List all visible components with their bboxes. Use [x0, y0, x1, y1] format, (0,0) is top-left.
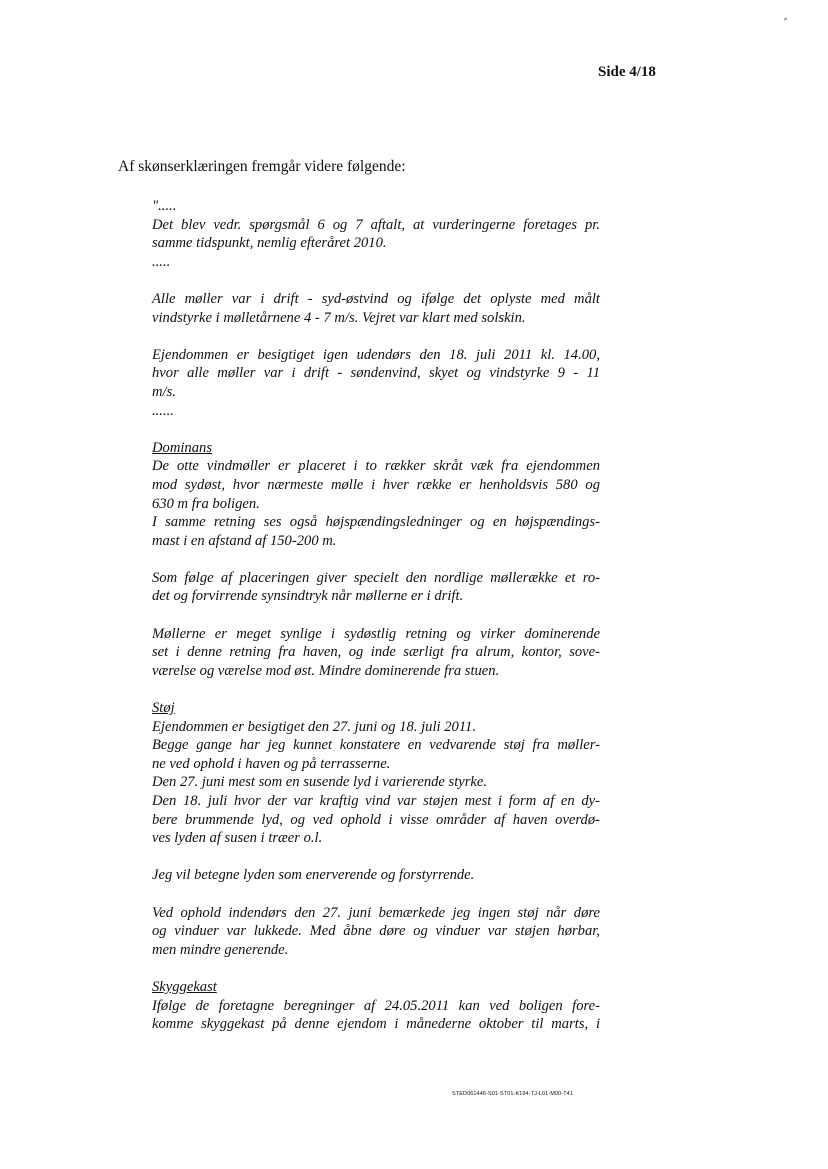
text-line: mod sydøst, hvor nærmeste mølle i hver række er henholdsvis 580 og — [152, 476, 600, 493]
ellipsis: ...... — [152, 402, 174, 419]
text-line: bere brummende lyd, og ved ophold i visse områder af haven overdø- — [152, 811, 600, 828]
paragraph-conditions — [152, 290, 600, 327]
paragraph-dominans-3 — [152, 569, 600, 606]
text-line: m/s. — [152, 383, 176, 400]
text-line: men mindre generende. — [152, 941, 289, 958]
text-line: ves lyden af susen i træer o.l. — [152, 830, 323, 847]
text-line: og vinduer var lukkede. Med åbne døre og vinduer var støjen hørbar, — [152, 923, 600, 940]
text-line: Alle møller var i drift - syd-østvind og ifølge det oplyste med målt — [152, 290, 600, 307]
text-line: det og forvirrende synsindtryk når møllerne er i drift. — [152, 588, 464, 605]
text-line: Møllerne er meget synlige i sydøstlig retning og virker dominerende — [152, 625, 600, 642]
text-line: værelse og værelse mod øst. Mindre dominerende fra stuen. — [152, 662, 500, 679]
text-line: samme tidspunkt, nemlig efteråret 2010. — [152, 235, 387, 252]
paragraph-second-inspection — [152, 346, 600, 402]
text-line: Ejendommen er besigtiget igen udendørs den 18. juli 2011 kl. 14.00, — [152, 346, 600, 363]
text-line: Begge gange har jeg kunnet konstatere en vedvarende støj fra møller- — [152, 737, 600, 754]
paragraph-dominans-2 — [152, 513, 600, 550]
text-line: set i denne retning fra haven, og inde særligt fra alrum, kontor, sove- — [152, 644, 600, 661]
ellipsis: ..... — [152, 253, 171, 270]
text-line: I samme retning ses også højspændingsledninger og en højspændings- — [152, 514, 600, 531]
scan-speck — [784, 17, 788, 20]
paragraph-agreement — [152, 216, 600, 253]
text-line: vindstyrke i mølletårnene 4 - 7 m/s. Vejret var klart med solskin. — [152, 309, 526, 326]
text-line: Den 18. juli hvor der var kraftig vind var støjen mest i form af en dy- — [152, 793, 600, 809]
heading-skyggekast: Skyggekast — [152, 978, 217, 995]
text-line: Ved ophold indendørs den 27. juni bemærkede jeg ingen støj når døre — [152, 904, 600, 921]
text-line: hvor alle møller var i drift - søndenvind, skyet og vindstyrke 9 - 11 — [152, 365, 600, 382]
text-line: Det blev vedr. spørgsmål 6 og 7 aftalt, at vurderingerne foretages pr. — [152, 216, 600, 233]
text-line: Som følge af placeringen giver specielt den nordlige møllerække et ro- — [152, 569, 600, 586]
text-line: De otte vindmøller er placeret i to rækker skråt væk fra ejendommen — [152, 458, 600, 475]
paragraph-stoj-2 — [152, 866, 600, 885]
quoted-expert-statement — [152, 197, 600, 1034]
paragraph-stoj-1 — [152, 718, 600, 848]
text-line: Ejendommen er besigtiget den 27. juni og 18. juli 2011. — [152, 718, 476, 735]
paragraph-dominans-1 — [152, 457, 600, 513]
text-line: komme skyggekast på denne ejendom i månederne oktober til marts, i — [152, 1016, 600, 1033]
document-reference-code: STED061446-S01-ST01-K194-TJ-L01-M00-T41 — [452, 1091, 573, 1097]
text-line: Ifølge de foretagne beregninger af 24.05.2011 kan ved boligen fore- — [152, 997, 600, 1014]
text-line: mast i en afstand af 150-200 m. — [152, 532, 337, 549]
heading-stoj: Støj — [152, 700, 175, 717]
text-line: Den 27. juni mest som en susende lyd i varierende styrke. — [152, 774, 488, 791]
paragraph-skyggekast-1 — [152, 997, 600, 1034]
text-line: 630 m fra boligen. — [152, 495, 260, 512]
heading-dominans: Dominans — [152, 439, 212, 456]
intro-text: Af skønserklæringen fremgår videre følgende: — [118, 158, 406, 175]
page-number: Side 4/18 — [598, 64, 656, 80]
text-line: ne ved ophold i haven og på terrasserne. — [152, 755, 391, 772]
text-line: Jeg vil betegne lyden som enerverende og forstyrrende. — [152, 867, 475, 884]
paragraph-stoj-3 — [152, 904, 600, 960]
quote-open: "..... — [152, 198, 177, 214]
paragraph-dominans-4 — [152, 625, 600, 681]
